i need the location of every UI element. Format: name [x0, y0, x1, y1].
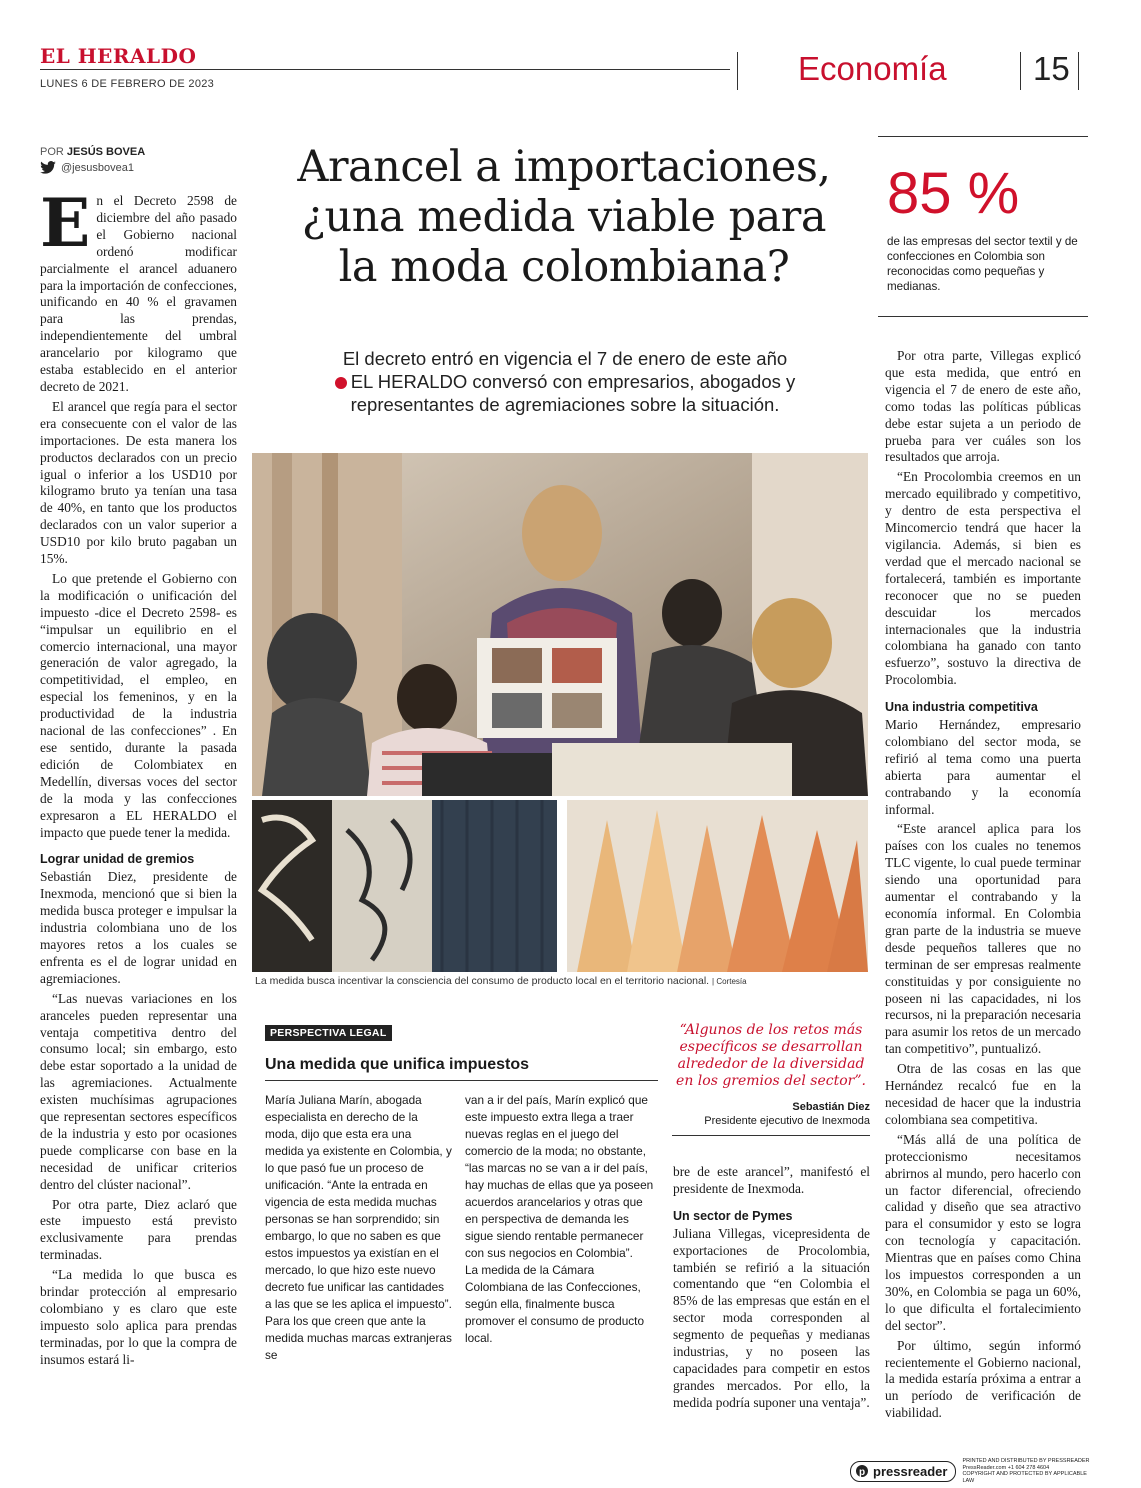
sidebar-rule: [265, 1080, 658, 1081]
header-divider: [1020, 52, 1021, 90]
paragraph: van a ir del país, Marín explicó que este impuesto extra llega a traer nuevas reglas en el juego del comercio de la moda; no obstante, “las marcas no se van a ir del país, hay muchas de ellas que ya poseen acuerdos arancelarios y otras que en perspectiva de demanda les sigue siendo rentable permanecer con sus negocios en Colombia”.: [465, 1093, 654, 1260]
svg-text:p: p: [859, 1467, 866, 1478]
notice-line: COPYRIGHT AND PROTECTED BY APPLICABLE LAW: [962, 1471, 1087, 1484]
stat-box-rule: [878, 136, 1088, 137]
stat-box-rule: [878, 316, 1088, 317]
article-column-4: [673, 1164, 870, 1444]
sidebar-tag: PERSPECTIVA LEGAL: [265, 1025, 392, 1041]
masthead-rule: [40, 69, 730, 70]
paragraph: bre de este arancel”, manifestó el presidente de Inexmoda.: [673, 1164, 870, 1196]
article-column-5: [885, 348, 1081, 1443]
subhead-line: representantes de agremiaciones sobre la situación.: [350, 394, 780, 415]
paragraph: “En Procolombia creemos en un mercado equilibrado y competitivo, y dentro de esta perspectiva el Mincomercio tendrá que hacer la vigilancia. Además, si bien es verdad que el mercado nacional se fortalecerá, también es importante reconocer que no se pueden descuidar los mercados internacionales que la industria colombiana ha ganado con tanto esfuerzo”, sostuvo la directiva de Procolombia.: [885, 469, 1081, 688]
article-headline: [258, 142, 870, 292]
page-number: 15: [1033, 50, 1070, 87]
quote-rule: [672, 1135, 870, 1136]
paragraph-text: n el Decreto 2598 de diciembre del año pasado el Gobierno nacional ordenó modificar parcialmente el arancel aduanero para la importación de confecciones, unificando en 40 % el gravamen para las prendas, independientemente del umbral arancelario por kilogramo que estaba establecido en el anterior decreto de 2021.: [40, 193, 237, 394]
paragraph: “Este arancel aplica para los países con los cuales no tenemos TLC vigente, lo cual puede terminar siendo una oportunidad para aumentar el contrabando y la economía informal. En Colombia gran parte de la industria se mueve desde pequeños talleres que no terminan de ser empresas realmente constituidas y por consiguiente no poseen ni las capacidades, ni los recursos, ni la preparación necesaria para asumir los retos de un mercado tan competitivo”, puntualizó.: [885, 821, 1081, 1057]
sidebar-title: Una medida que unifica impuestos: [265, 1056, 530, 1073]
quote-author: Sebastián Diez: [792, 1101, 870, 1113]
byline: [40, 146, 145, 158]
pressreader-brand: pressreader: [873, 1463, 948, 1479]
quote-role: Presidente ejecutivo de Inexmoda: [704, 1115, 870, 1127]
photo-credit: | Cortesía: [712, 977, 747, 986]
headline-line: la moda colombiana?: [338, 242, 790, 292]
notice-line: PressReader.com +1 604 278 4604: [962, 1464, 1050, 1471]
article-subhead: [270, 347, 860, 416]
twitter-handle[interactable]: [40, 161, 134, 174]
subheading: Un sector de Pymes: [673, 1208, 793, 1223]
header-divider: [1078, 52, 1079, 90]
paragraph: Mario Hernández, empresario colombiano del sector moda, se refirió al tema como una puerta abierta para aumentar el contrabando y la economía informal.: [885, 717, 1081, 817]
sidebar-column-a: María Juliana Marín, abogada especialista en derecho de la moda, dijo que esta era una medida ya existente en Colombia, y lo que pasó fue un proceso de unificación. “Ante la entrada en vigencia de esta medida muchas personas se han sorprendido; sin embargo, lo que no saben es que estos impuestos ya existían en el mercado, lo que hizo este nuevo decreto fue unificar las cantidades a las que se les aplica el impuesto”. Para los que creen que ante la medida muchas marcas extranjeras se: [265, 1093, 452, 1362]
subheading: Lograr unidad de gremios: [40, 852, 195, 867]
paragraph: “Más allá de una política de proteccionismo necesitamos abrirnos al mundo, pero hacerlo con un factor diferencial, ofreciendo calidad y diseño que sea atractivo para el consumidor y esto se logra con tecnología y capacitación. Mientras que en países como China los impuestos corresponden a un 30%, en Colombia se paga un 60%, lo que dificulta el fortalecimiento del sector”.: [885, 1131, 1081, 1333]
paragraph: La medida de la Cámara Colombiana de las Confecciones, según ella, finalmente busca promover el consumo de producto local.: [465, 1263, 645, 1345]
byline-author: JESÚS BOVEA: [66, 146, 146, 158]
section-title: Economía: [798, 50, 947, 87]
subheading: Una industria competitiva: [885, 700, 1038, 715]
quote-attribution: [672, 1100, 870, 1128]
paragraph: Por último, según informó recientemente el Gobierno nacional, la medida estaría próxima a entrar a un período de verificación de viabilidad.: [885, 1337, 1081, 1421]
paragraph: [40, 193, 237, 396]
drop-cap: E: [40, 193, 91, 262]
pull-quote: “Algunos de los retos más específicos se desarrollan alrededor de la diversidad en los gremios del sector”.: [676, 1022, 866, 1089]
paragraph: Otra de las cosas en las que Hernández recalcó fue en la necesidad de hacer que la industria colombiana sea competitiva.: [885, 1061, 1081, 1127]
photo-caption: [255, 975, 875, 987]
subhead-line: El decreto entró en vigencia el 7 de enero de este año: [342, 348, 788, 369]
twitter-icon: [40, 161, 56, 174]
subhead-line-text: EL HERALDO conversó con empresarios, abogados y: [350, 371, 796, 392]
issue-date: LUNES 6 DE FEBRERO DE 2023: [40, 78, 215, 90]
bullet-icon: [335, 377, 347, 389]
byline-prefix: POR: [40, 146, 64, 158]
masthead: EL HERALDO: [40, 44, 197, 68]
header-divider: [737, 52, 738, 90]
stat-text: de las empresas del sector textil y de confecciones en Colombia son reconocidas como pequeñas y medianas.: [887, 235, 1078, 293]
article-column-1: [40, 193, 237, 1448]
sidebar-column-b: [465, 1092, 658, 1392]
caption-text: La medida busca incentivar la consciencia del consumo de producto local en el territorio nacional.: [255, 975, 710, 987]
headline-line: ¿una medida viable para: [301, 192, 826, 242]
pressreader-footer[interactable]: [850, 1458, 1092, 1484]
paragraph: “Las nuevas variaciones en los aranceles pueden representar una ventaja competitiva dentro del consumo local; sin embargo, esto debe estar soportado a la unidad de las agremiaciones. Actualmente existen muchísimas agrupaciones que representan sectores específicos de la industria y esto por ocasiones puede complicarse con base en la necesidad de unificar criterios dentro del clúster nacional”.: [40, 990, 237, 1192]
paragraph: El arancel que regía para el sector era consecuente con el valor de las importaciones. De esta manera los productos declarados con un precio igual o inferior a los USD10 por kilogramo bruto ya tenían una tasa de 40%, en tanto que los productos declarados con un valor superior a USD10 por kilo bruto pagaban un 15%.: [40, 398, 237, 567]
thread-spools-photo: [567, 800, 868, 972]
notice-line: PRINTED AND DISTRIBUTED BY PRESSREADER: [962, 1458, 1090, 1464]
paragraph: Juliana Villegas, vicepresidenta de exportaciones de Procolombia, también se refirió a la situación comentando que “en Colombia el 85% de las empresas que están en el sector moda corresponden al segmento de pequeñas y medianas industrias, y no poseen las capacidades para competir en estos grandes mercados. Por ello, la medida podría suponer una ventaja”.: [673, 1225, 870, 1410]
fabric-photo: [252, 800, 557, 972]
paragraph: Lo que pretende el Gobierno con la modificación o unificación del impuesto -dice el Decreto 2598- es “impulsar un equilibrio en el comercio internacional, una mayor generación de valor agregado, la competitividad, el empleo, en especial los femeninos, y en la productividad de la industria nacional de las confecciones” . En ese sentido, durante la pasada edición de Colombiatex en Medellín, diversas voces del sector de la moda y las confecciones expresaron a EL HERALDO el impacto que puede tener la medida.: [40, 570, 237, 840]
twitter-handle-text: @jesusbovea1: [61, 161, 134, 174]
paragraph: Por otra parte, Diez aclaró que este impuesto está previsto exclusivamente para prendas terminadas.: [40, 1196, 237, 1263]
pressreader-logo: [850, 1461, 956, 1482]
paragraph: Sebastián Diez, presidente de Inexmoda, mencionó que si bien la medida busca proteger e impulsar la industria colombiana uno de los mayores retos a los cuales se enfrenta es el de lograr unidad en agremiaciones.: [40, 869, 237, 986]
pressreader-icon: [855, 1464, 869, 1478]
main-photo: [252, 453, 868, 796]
paragraph: Por otra parte, Villegas explicó que esta medida, que entró en vigencia el 7 de enero de este año, como todas las políticas públicas debe estar sujeta a un periodo de prueba para ver cuáles son los resultados que arroja.: [885, 348, 1081, 465]
stat-number: 85 %: [887, 161, 1020, 226]
headline-line: Arancel a importaciones,: [297, 142, 831, 192]
pressreader-notice: [962, 1458, 1092, 1484]
paragraph: “La medida lo que busca es brindar protección al empresario colombiano y es claro que este impuesto solo aplica para prendas terminadas, por lo que la compra de insumos estará li-: [40, 1267, 237, 1367]
subhead-line: [270, 370, 860, 393]
